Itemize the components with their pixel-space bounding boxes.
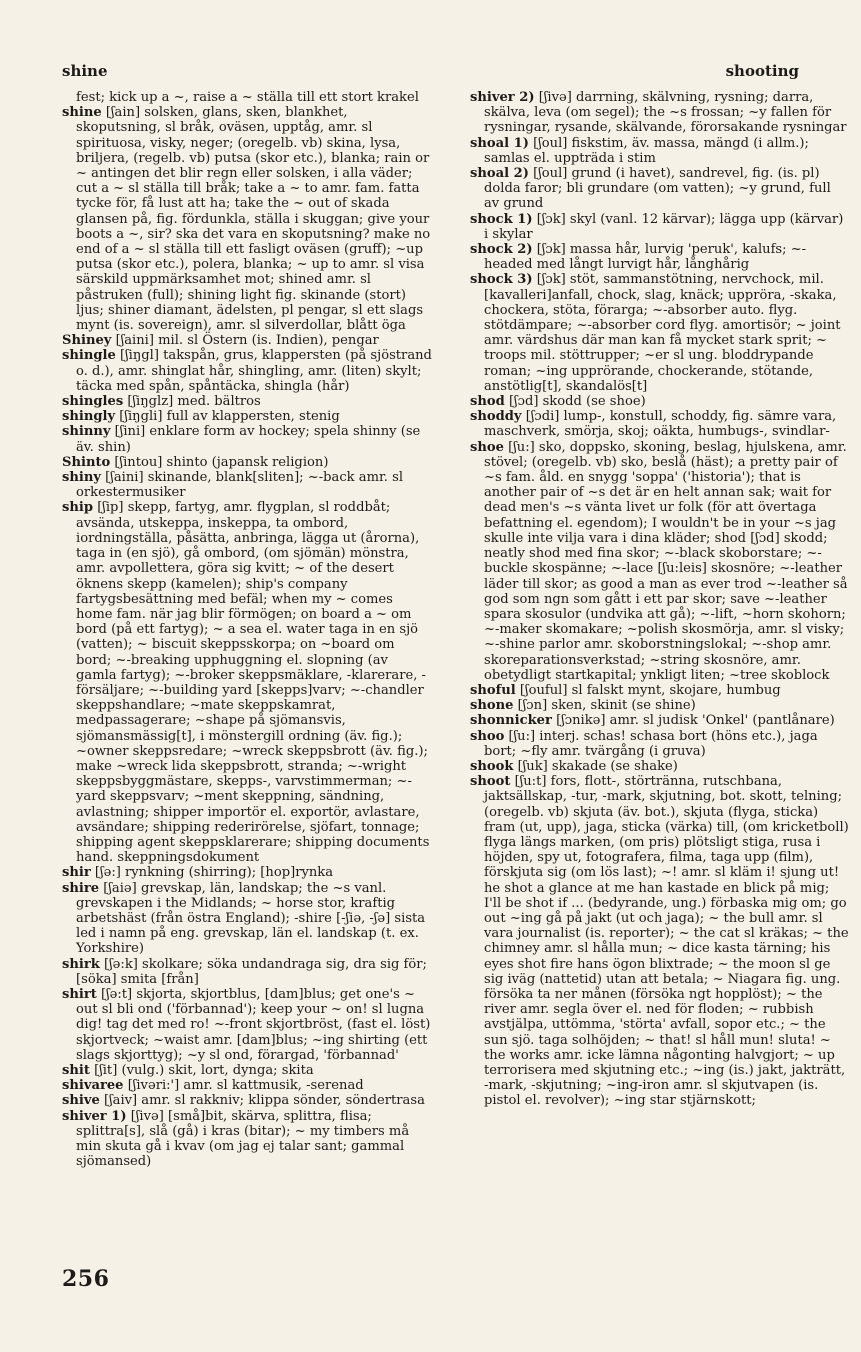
dictionary-entry: shirk [ʃə:k] skolkare; söka undandraga sig, dra sig för; [söka] smita [från]: [62, 956, 427, 987]
dictionary-entry: shire [ʃaiə] grevskap, län, landskap; the ~s vanl. grevskapen i the Midlands; ~ horse stor, kraftig arbetshäst (från östra England); -shire [-ʃiə, -ʃə] sista led i namn på eng. grevskap, län el. landskap (t. ex. Yorkshire): [62, 880, 426, 957]
dictionary-entry: shir [ʃə:] rynkning (shirring); [hop]rynka: [62, 865, 334, 881]
dictionary-entry: shoal 2) [ʃoul] grund (i havet), sandrevel, fig. (is. pl) dolda faror; bli grundare (om vatten); ~y grund, full av grund: [470, 166, 831, 212]
dictionary-entry: shivaree [ʃivəri:'] amr. sl kattmusik, -serenad: [62, 1078, 364, 1094]
dictionary-entry: shingly [ʃiŋgli] full av klappersten, stenig: [62, 409, 340, 425]
dictionary-entry: shoful [ʃouful] sl falskt mynt, skojare, humbug: [470, 682, 781, 698]
dictionary-entry: shoal 1) [ʃoul] fiskstim, äv. massa, mängd (i allm.); samlas el. uppträda i stim: [470, 135, 809, 166]
page-number: 256: [62, 1266, 110, 1292]
dictionary-entry: Shinto [ʃintou] shinto (japansk religion): [62, 454, 329, 470]
dictionary-entry: shiny [ʃaini] skinande, blank[sliten]; ~-back amr. sl orkestermusiker: [62, 470, 404, 501]
dictionary-entry: shock 2) [ʃɔk] massa hår, lurvig 'peruk', kalufs; ~-headed med långt lurvigt hår, långhårig: [470, 242, 807, 273]
left-column: [62, 90, 432, 1169]
dictionary-entry: shook [ʃuk] skakade (se shake): [470, 758, 678, 774]
dictionary-entry: shoo [ʃu:] interj. schas! schasa bort (höns etc.), jaga bort; ~fly amr. tvärgång (i gruva): [470, 728, 818, 759]
dictionary-entry: Shiney [ʃaini] mil. sl Östern (is. Indien), pengar: [62, 333, 379, 349]
right-guide-word: shooting: [725, 62, 799, 80]
dictionary-entry: shiver 2) [ʃivə] darrning, skälvning, rysning; darra, skälva, leva (om segel); the ~s frossan; ~y fallen för rysningar, rysande, skälvande, förorsakande rysningar: [470, 90, 847, 136]
dictionary-entry: shonnicker [ʃɔnikə] amr. sl judisk 'Onkel' (pantlånare): [470, 713, 835, 729]
dictionary-entry: shoddy [ʃɔdi] lump-, konstull, schoddy, fig. sämre vara, maschverk, smörja, skoj; oäkta, humbugs-, svindlar-: [470, 409, 837, 440]
dictionary-entry: shone [ʃɔn] sken, skinit (se shine): [470, 698, 696, 714]
dictionary-entry: shock 3) [ʃɔk] stöt, sammanstötning, nervchock, mil. [kavalleri]anfall, chock, slag, knäck; uppröra, -skaka, chockera, stöta, förarga; ~-absorber auto. flyg. stötdämpare; ~-absorber cord flyg. amortisör; ~ joint amr. värdshus där man kan få mycket stark sprit; ~ troops mil. stöttrupper; ~er sl ung. bloddrypande roman; ~ing upprörande, chockerande, stötande, anstötlig[t], skandalös[t]: [470, 272, 841, 394]
dictionary-entry: shoot [ʃu:t] fors, flott-, störtränna, rutschbana, jaktsällskap, -tur, -mark, skjutning, bot. skott, telning; (oregelb. vb) skjuta (äv. bot.), skjuta (flyga, sticka) fram (ut, upp), jaga, sticka (värka) till, (om kricketboll) flyga längs marken, (om pris) plötsligt stiga, rusa i höjden, spy ut, fotografera, filma, taga upp (film), förskjuta sig (om lös last); ~! amr. sl kläm i! sjung ut! he shot a glance at me han kastade en blick på mig; I'll be shot if ... (bedyrande, ung.) förbaska mig om; go out ~ing gå på jakt (ut och jaga); ~ the bull amr. sl vara journalist (is. reporter); ~ the cat sl kräkas; ~ the chimney amr. sl hålla mun; ~ dice kasta tärning; his eyes shot fire hans ögon blixtrade; ~ the moon sl ge sig iväg (nattetid) utan att betala; ~ Niagara fig. ung. försöka ta ner månen (försöka ngt hopplöst); ~ the river amr. segla över el. ned för floden; ~ rubbish avstjälpa, uttömma, 'störta' avfall, sopor etc.; ~ the sun sjö. taga solhöjden; ~ that! sl håll mun! sluta! ~ the works amr. icke lämna någonting halvgjort; ~ up terrorisera med skjutning etc.; ~ing (is.) jakt, jakträtt, -mark, -skjutning; ~ing-iron amr. sl skjutvapen (is. pistol el. revolver); ~ing star stjärnskott;: [470, 774, 849, 1109]
dictionary-entry: shit [ʃit] (vulg.) skit, lort, dynga; skita: [62, 1063, 314, 1078]
left-guide-word: shine: [62, 62, 108, 80]
dictionary-entry: shive [ʃaiv] amr. sl rakkniv; klippa sönder, söndertrasa: [62, 1093, 425, 1109]
running-header: [62, 62, 799, 82]
dictionary-entry: shock 1) [ʃɔk] skyl (vanl. 12 kärvar); lägga upp (kärvar) i skylar: [470, 211, 844, 242]
dictionary-entry: shingle [ʃiŋgl] takspån, grus, klappersten (på sjöstrand o. d.), amr. shinglat hår, shingling, amr. (liten) skylt; täcka med spån, spåntäcka, shingla (hår): [62, 348, 432, 394]
dictionary-entry: shirt [ʃə:t] skjorta, skjortblus, [dam]blus; get one's ~ out sl bli ond ('förbannad'); keep your ~ on! sl lugna dig! tag det med ro! ~-front skjortbröst, (fast el. löst) skjortveck; ~waist amr. [dam]blus; ~ing shirting (ett slags skjorttyg); ~y sl ond, förargad, 'förbannad': [62, 986, 431, 1063]
dictionary-entry: shinny [ʃini] enklare form av hockey; spela shinny (se äv. shin): [62, 424, 421, 455]
dictionary-entry: fest; kick up a ~, raise a ~ ställa till ett stort krakel: [76, 90, 419, 105]
dictionary-entry: shod [ʃɔd] skodd (se shoe): [470, 394, 646, 410]
dictionary-entry: shoe [ʃu:] sko, doppsko, skoning, beslag, hjulskena, amr. stövel; (oregelb. vb) sko, beslå (häst); a pretty pair of ~s fam. åld. en snygg 'soppa' ('historia'); that is another pair of ~s det är en helt annan sak; wait for dead men's ~s vänta livet ur folk (för att övertaga befattning el. egendom); I wouldn't be in your ~s jag skulle inte vilja vara i dina kläder; shod [ʃɔd] skodd; neatly shod med fina skor; ~-black skoborstare; ~-buckle skospänne; ~-lace [ʃu:leis] skosnöre; ~-leather läder till skor; as good a man as ever trod ~-leather så god som ngn som gått i ett par skor; save ~-leather spara skosulor (undvika att gå); ~-lift, ~horn skohorn; ~-maker skomakare; ~polish skosmörja, amr. sl visky; ~-shine parlor amr. skoborstningslokal; ~-shop amr. skoreparationsverkstad; ~string skosnöre, amr. obetydligt startkapital; ynkligt liten; ~tree skoblock: [470, 439, 848, 683]
dictionary-entry: shingles [ʃiŋglz] med. bältros: [62, 394, 261, 410]
dictionary-entry: shine [ʃain] solsken, glans, sken, blankhet, skoputsning, sl bråk, oväsen, upptåg, amr. sl spirituosa, visky, neger; (oregelb. vb) skina, lysa, briljera, (regelb. vb) putsa (skor etc.), blanka; rain or ~ antingen det blir regn eller solsken, i alla väder; cut a ~ sl ställa till bråk; take a ~ to amr. fam. fatta tycke för, få lust att ha; take the ~ out of skada glansen på, fig. fördunkla, ställa i skuggan; give your boots a ~, sir? ska det vara en skoputsning? make no end of a ~ sl ställa till ett fasligt oväsen (gruff); ~up putsa (skor etc.), polera, blanka; ~ up to amr. sl visa särskild uppmärksamhet mot; shined amr. sl påstruken (full); shining light fig. skinande (stort) ljus; shiner diamant, ädelsten, pl pengar, sl ett slags mynt (is. sovereign), amr. sl silverdollar, blått öga: [62, 105, 431, 334]
right-column: [470, 90, 850, 1109]
dictionary-entry: shiver 1) [ʃivə] [små]bit, skärva, splittra, flisa; splittra[s], slå (gå) i kras (bitar); ~ my timbers må min skuta gå i kvav (om jag ej talar sant; gammal sjömansed): [62, 1108, 410, 1170]
dictionary-entry: ship [ʃip] skepp, fartyg, amr. flygplan, sl roddbåt; avsända, utskeppa, inskeppa, ta ombord, iordningställa, påsätta, anbringa, lägga ut (årorna), taga in (en sjö), gå ombord, (om sjömän) mönstra, amr. avpollettera, göra sig kvitt; ~ of the desert öknens skepp (kamelen); ship's company fartygsbesättning med befäl; when my ~ comes home fam. när jag blir förmögen; on board a ~ om bord (på ett fartyg); ~ a sea el. water taga in en sjö (vatten); ~ biscuit skeppsskorpa; on ~board om bord; ~-breaking upphuggning el. slopning (av gamla fartyg); ~-broker skeppsmäklare, -klarerare, -försäljare; ~-building yard [skepps]varv; ~-chandler skeppshandlare; ~mate skeppskamrat, medpassagerare; ~shape på sjömansvis, sjömansmässig[t], i mönstergill ordning (äv. fig.); ~owner skeppsredare; ~wreck skeppsbrott (äv. fig.); make ~wreck lida skeppsbrott, stranda; ~-wright skeppsbyggmästare, skepps-, varvstimmerman; ~-yard skeppsvarv; ~ment skeppning, sändning, avlastning; shipper importör el. exportör, avlastare, avsändare; shipping rederirörelse, sjöfart, tonnage; shipping agent skeppsklarerare; shipping documents hand. skeppningsdokument: [62, 500, 430, 866]
